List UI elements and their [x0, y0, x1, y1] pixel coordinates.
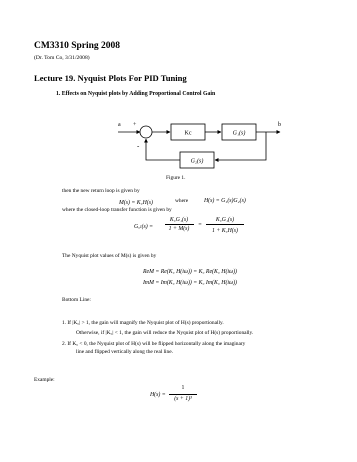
fraction1-bar — [165, 224, 194, 225]
plus-sign: + — [133, 122, 137, 128]
section-title: 1. Effects on Nyquist plots by Adding Proportional Control Gain — [56, 91, 216, 97]
example-lhs: H(s) = — [150, 392, 166, 398]
output-label: b — [278, 122, 281, 128]
summing-junction — [140, 126, 152, 138]
example-denominator: (s + 1)³ — [174, 396, 192, 402]
course-heading: CM3310 Spring 2008 — [34, 41, 121, 51]
input-label: a — [118, 122, 121, 128]
controller-label: Kc — [184, 130, 192, 137]
bottom-line-item2-b: line and flipped vertically along the real line. — [76, 349, 173, 355]
fraction1-numerator: K꜀G₁(s) — [169, 217, 189, 223]
bottom-line-heading: Bottom Line: — [62, 297, 91, 303]
example-label: Example: — [34, 377, 55, 383]
bottom-line-item2-a: 2. If K꜀ < 0, the Nyquist plot of H(s) will be flipped horizontally along the imaginary — [62, 341, 246, 347]
example-fraction-bar — [169, 394, 197, 395]
bottom-line-item1-a: 1. If |K꜀| > 1, the gain will magnify the Nyquist plot of H(s) proportionally. — [62, 320, 224, 326]
equation-closed-loop-lhs: G꜀ₗ(s) = — [134, 224, 154, 230]
process-label: G₁(s) — [232, 130, 246, 137]
equation-imag-part: ImM = Im(K꜀ H(iω)) = K꜀ Im(K꜀ H(iω)) — [143, 280, 237, 286]
author-line: (Dr. Tom Co, 3/31/2008) — [34, 55, 90, 61]
text-closed-loop: where the closed-loop transfer function is given by — [62, 207, 172, 213]
fraction1-denominator: 1 + M(s) — [168, 226, 190, 232]
equation-return-loop: M(s) = K꜀H(s) — [119, 200, 153, 206]
fraction2-numerator: K꜀G₁(s) — [215, 217, 235, 223]
minus-sign: - — [137, 142, 140, 150]
example-numerator: 1 — [181, 385, 185, 391]
equation-where: where — [175, 198, 189, 204]
text-nyquist-values: The Nyquist plot values of M(s) is given by — [62, 253, 157, 259]
text-return-loop: then the new return loop is given by — [62, 188, 140, 194]
lecture-title: Lecture 19. Nyquist Plots For PID Tuning — [34, 73, 187, 83]
fraction2-bar — [206, 224, 244, 225]
bottom-line-item1-b: Otherwise, if |K꜀| < 1, the gain will reduce the Nyquist plot of H(s) proportionally. — [76, 330, 254, 336]
equation-real-part: ReM = Re(K꜀ H(iω)) = K꜀ Re(K꜀ H(iω)) — [143, 269, 237, 275]
figure-caption: Figure 1. — [166, 175, 186, 181]
equals-sign: = — [198, 222, 202, 228]
equation-open-loop: H(s) = G₁(s)G₂(s) — [204, 198, 246, 204]
feedback-return-line — [146, 139, 180, 160]
fraction2-denominator: 1 + K꜀H(s) — [212, 228, 238, 234]
feedback-label: G₂(s) — [190, 158, 204, 165]
